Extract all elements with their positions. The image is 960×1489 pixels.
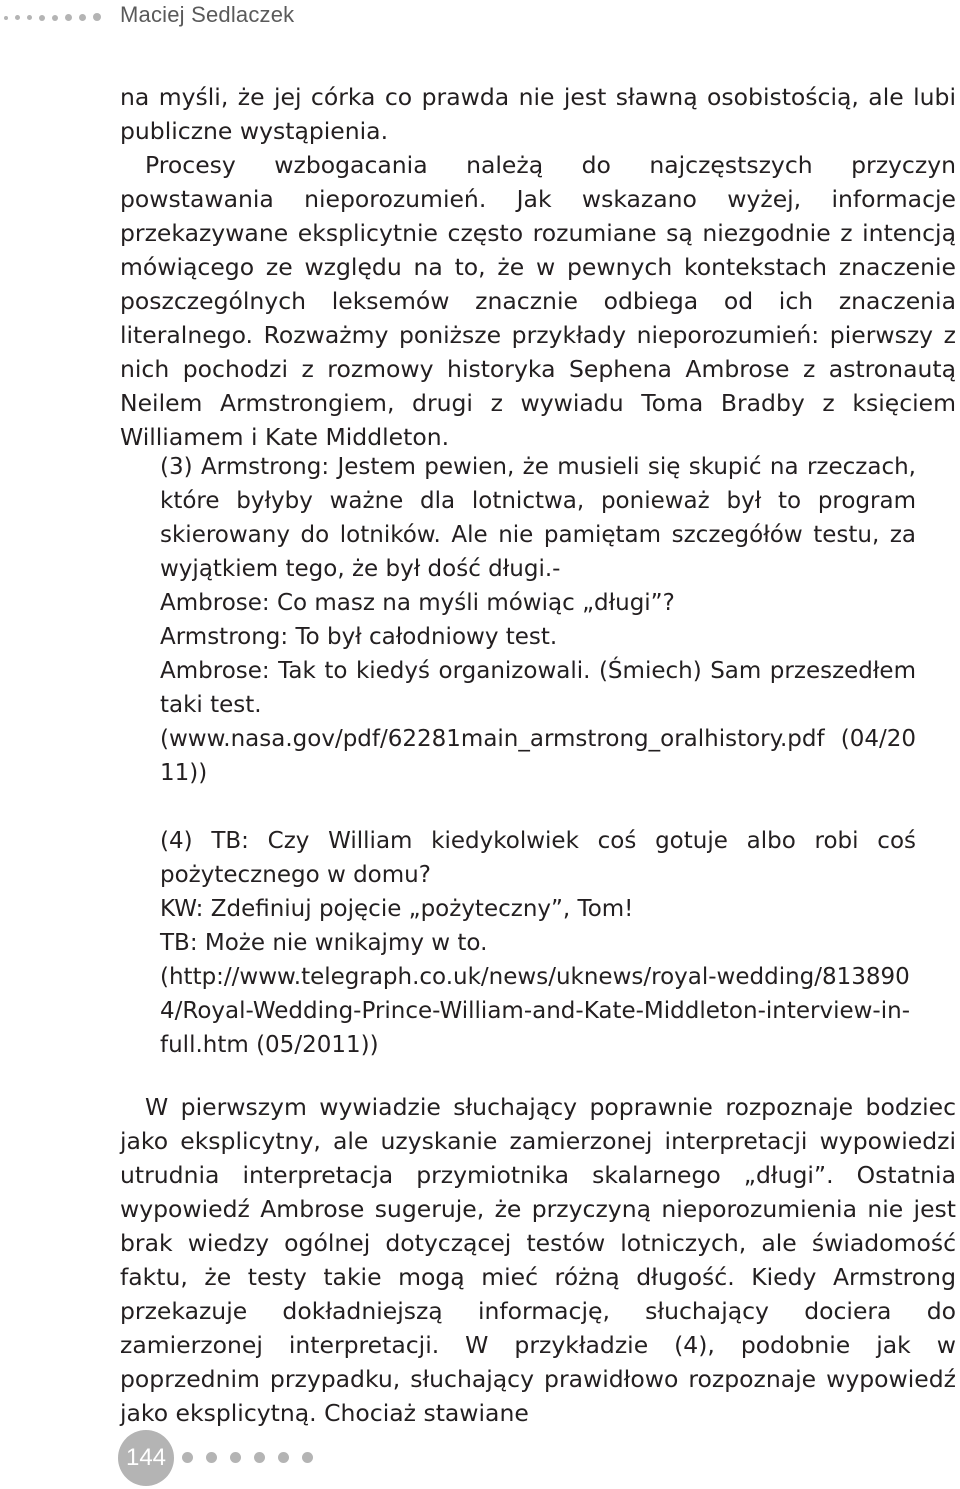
- example-3-line: Armstrong: To był całodniowy test.: [160, 624, 558, 650]
- author-name: Maciej Sedlaczek: [120, 2, 295, 27]
- ornament-dot: [52, 15, 58, 21]
- closing-text: [120, 1090, 956, 1430]
- ornament-dot: [65, 14, 72, 21]
- paragraph: Procesy wzbogacania należą do najczęstszych przyczyn powstawania nieporozumień. Jak wskazano wyżej, informacje przekazywane eksplicytnie często rozumiane są niezgodnie z intencją mówiącego ze względu na to, że w pewnych kontekstach znaczenie poszczególnych leksemów znacznie odbiega od ich znaczenia literalnego. Rozważmy poniższe przykłady nieporozumień: pierwszy z nich pochodzi z rozmowy historyka Sephena Ambrose z astronautą Neilem Armstrongiem, drugi z wywiadu Toma Bradby z księciem Williamem i Kate Middleton.: [120, 151, 956, 451]
- example-4-line: KW: Zdefiniuj pojęcie „pożyteczny”, Tom!: [160, 896, 634, 922]
- ornament-dot: [278, 1452, 289, 1463]
- example-3-line: Ambrose: Co masz na myśli mówiąc „długi”?: [160, 590, 675, 616]
- ornament-dot: [302, 1452, 313, 1463]
- ornament-dot: [182, 1452, 193, 1463]
- page-number: 144: [125, 1444, 167, 1471]
- example-3-source: (www.nasa.gov/pdf/62281main_armstrong_oralhistory.pdf (04/2011)): [160, 726, 916, 786]
- example-4-line: TB: Może nie wnikajmy w to.: [160, 930, 488, 956]
- example-3-line: Ambrose: Tak to kiedyś organizowali. (Śmiech) Sam przeszedłem taki test.: [160, 658, 916, 718]
- ornament-dot: [206, 1452, 217, 1463]
- example-4-line: (4) TB: Czy William kiedykolwiek coś gotuje albo robi coś pożytecznego w domu?: [160, 828, 916, 888]
- ornament-dot: [27, 15, 32, 20]
- ornament-dot: [15, 15, 20, 20]
- page-number-badge: [118, 1430, 174, 1486]
- page-footer: [118, 1430, 418, 1486]
- ornament-dot: [230, 1452, 241, 1463]
- header-dot-ornament: [4, 13, 101, 21]
- examples-block: [160, 450, 916, 1062]
- example-3-line: (3) Armstrong: Jestem pewien, że musieli się skupić na rzeczach, które byłyby ważne dla lotnictwa, ponieważ był to program skierowany do lotników. Ale nie pamiętam szczegółów testu, za wyjątkiem tego, że był dość długi.-: [160, 454, 916, 582]
- body-text: [120, 80, 956, 454]
- ornament-dot: [39, 15, 45, 21]
- ornament-dot: [254, 1452, 265, 1463]
- example-4-source: (http://www.telegraph.co.uk/news/uknews/royal-wedding/8138904/Royal-Wedding-Prince-William-and-Kate-Middleton-interview-in-full.htm (05/2011)): [160, 964, 910, 1058]
- ornament-dot: [79, 14, 86, 21]
- ornament-dot: [93, 13, 101, 21]
- footer-dot-ornament: [182, 1452, 313, 1463]
- paragraph: na myśli, że jej córka co prawda nie jest sławną osobistością, ale lubi publiczne wystąpienia.: [120, 83, 956, 145]
- running-header: [0, 0, 960, 40]
- paragraph: W pierwszym wywiadzie słuchający poprawnie rozpoznaje bodziec jako eksplicytny, ale uzyskanie zamierzonej interpretacji wypowiedzi utrudnia interpretacja przymiotnika skalarnego „długi”. Ostatnia wypowiedź Ambrose sugeruje, że przyczyną nieporozumienia nie jest brak wiedzy ogólnej dotyczącej testów lotniczych, ale świadomość faktu, że testy takie mogą mieć różną długość. Kiedy Armstrong przekazuje dokładniejszą informację, słuchający dociera do zamierzonej interpretacji. W przykładzie (4), podobnie jak w poprzednim przypadku, słuchający prawidłowo rozpoznaje wypowiedź jako eksplicytną. Chociaż stawiane: [120, 1093, 956, 1427]
- ornament-dot: [4, 16, 8, 20]
